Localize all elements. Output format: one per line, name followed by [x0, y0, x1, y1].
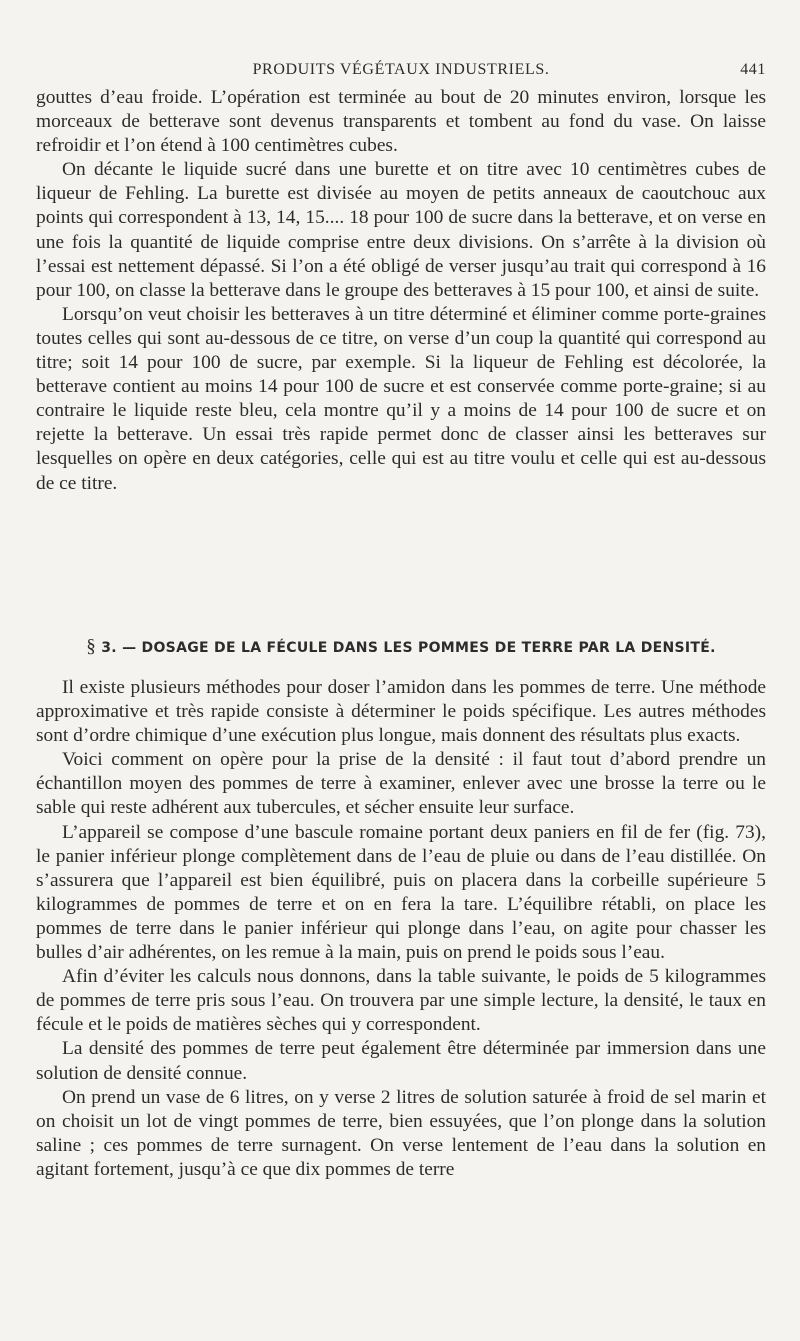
running-title: PRODUITS VÉGÉTAUX INDUSTRIELS. [252, 61, 550, 78]
page-number: 441 [740, 61, 766, 78]
section-sign: § [86, 636, 97, 657]
running-head [36, 59, 766, 85]
paragraph: Il existe plusieurs méthodes pour doser l’amidon dans les pommes de terre. Une méthode approximative et très rapide consiste à déterminer le poids spécifique. Les autres méthodes sont d’ordre chimique d’une exécution plus longue, mais donnent des résultats plus exacts. [36, 677, 766, 747]
section-heading [36, 636, 766, 658]
paragraph: Afin d’éviter les calculs nous donnons, dans la table suivante, le poids de 5 kilogrammes de pommes de terre pris sous l’eau. On trouvera par une simple lecture, la densité, le taux en fécule et le poids de matières sèches qui y correspondent. [36, 966, 766, 1036]
text-block-after-section [36, 676, 766, 1182]
text-block-before-section [36, 86, 766, 496]
paragraph: Voici comment on opère pour la prise de la densité : il faut tout d’abord prendre un échantillon moyen des pommes de terre à examiner, enlever avec une brosse la terre ou le sable qui reste adhérent aux tubercules, et sécher ensuite leur surface. [36, 749, 766, 819]
paragraph: La densité des pommes de terre peut également être déterminée par immersion dans une solution de densité connue. [36, 1038, 766, 1084]
paragraph: Lorsqu’on veut choisir les betteraves à un titre déterminé et éliminer comme porte-graines toutes celles qui sont au-dessous de ce titre, on verse d’un coup la quantité qui correspond au titre; soit 14 pour 100 de sucre, par exemple. Si la liqueur de Fehling est décolorée, la betterave contient au moins 14 pour 100 de sucre et est conservée comme porte-graine; si au contraire le liquide reste bleu, cela montre qu’il y a moins de 14 pour 100 de sucre et on rejette la betterave. Un essai très rapide permet donc de classer ainsi les betteraves sur lesquelles on opère en deux catégories, celle qui est au titre voulu et celle qui est au-dessous de ce titre. [36, 303, 766, 494]
paragraph: gouttes d’eau froide. L’opération est terminée au bout de 20 minutes environ, lorsque les morceaux de betterave sont devenus transparents et tombent au fond du vase. On laisse refroidir et l’on étend à 100 centimètres cubes. [36, 87, 766, 157]
paragraph: L’appareil se compose d’une bascule romaine portant deux paniers en fil de fer (fig. 73), le panier inférieur plonge complètement dans de l’eau de pluie ou dans de l’eau distillée. On s’assurera que l’appareil est bien équilibré, puis on placera dans la corbeille supérieure 5 kilogrammes de pommes de terre et on en fera la tare. L’équilibre rétabli, on place les pommes de terre dans le panier inférieur qui plonge dans l’eau, on agite pour chasser les bulles d’air adhérentes, on les remue à la main, puis on prend le poids sous l’eau. [36, 821, 766, 964]
section-heading-text: 3. — DOSAGE DE LA FÉCULE DANS LES POMMES DE TERRE PAR LA DENSITÉ. [101, 640, 716, 656]
paragraph: On décante le liquide sucré dans une burette et on titre avec 10 centimètres cubes de liqueur de Fehling. La burette est divisée au moyen de petits anneaux de caoutchouc aux points qui correspondent à 13, 14, 15.... 18 pour 100 de sucre dans la betterave, et on verse en une fois la quantité de liquide comprise entre deux divisions. On s’arrête à la division où l’essai est nettement dépassé. Si l’on a été obligé de verser jusqu’au trait qui correspond à 16 pour 100, on classe la betterave dans le groupe des betteraves à 15 pour 100, et ainsi de suite. [36, 159, 766, 301]
paragraph: On prend un vase de 6 litres, on y verse 2 litres de solution saturée à froid de sel marin et on choisit un lot de vingt pommes de terre, bien essuyées, que l’on plonge dans la solution saline ; ces pommes de terre surnagent. On verse lentement de l’eau dans la solution en agitant fortement, jusqu’à ce que dix pommes de terre [36, 1086, 766, 1180]
